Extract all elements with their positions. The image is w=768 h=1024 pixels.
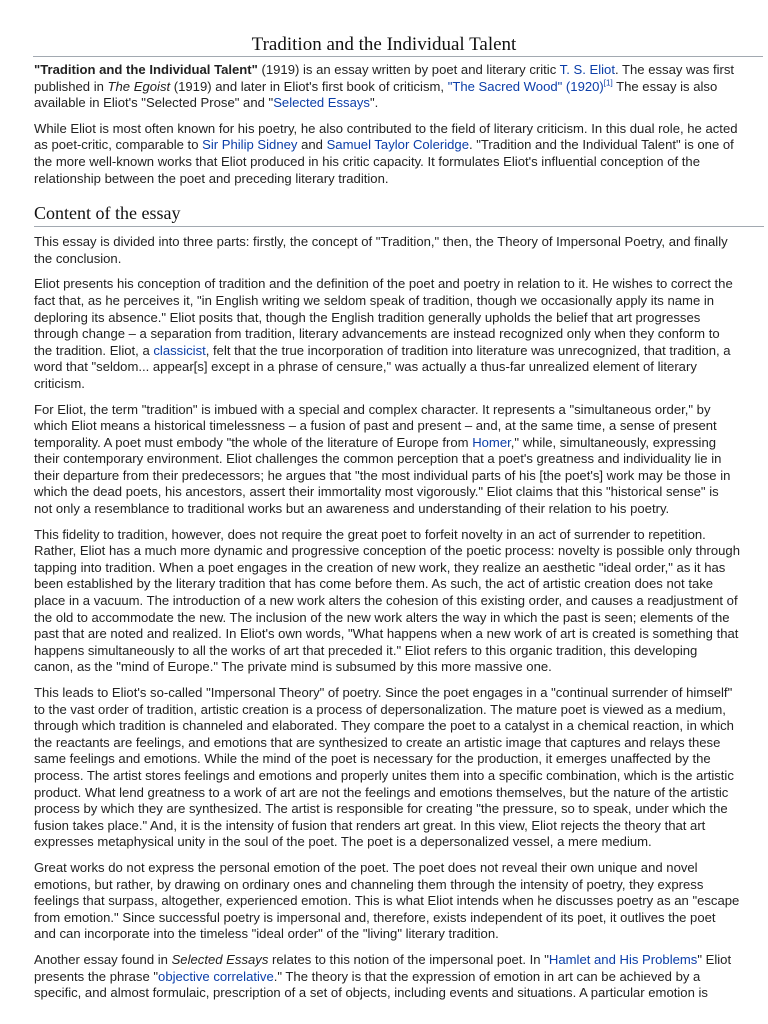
section-paragraph-2: Eliot presents his conception of tradition and the definition of the poet and poetry in relation to it. He wishes to correct the fact that, as he perceives it, "in English writing we seldom speak of tradition, though we occasionally apply its name in deploring its absence." Eliot posits that, though the English tradition generally upholds the belief that art progresses through change – a separation from tradition, literary advancements are instead recognized only when they conform to the tradition. Eliot, a classicist, felt that the true incorporation of tradition into literature was unrecognized, that tradition, a word that "seldom... appear[s] except in a phrase of censure," was actually a thus-far unrealized element of literary criticism. [34,276,733,391]
section-paragraph-4: This fidelity to tradition, however, does not require the great poet to forfeit novelty in an act of surrender to repetition. Rather, Eliot has a much more dynamic and progressive conception of the poetic process: novelty is possible only through tapping into tradition. When a poet engages in the creation of new work, they realize an aesthetic "ideal order," as it has been established by the literary tradition that has come before them. As such, the act of artistic creation does not take place in a vacuum. The introduction of a new work alters the cohesion of this existing order, and causes a readjustment of the old to accommodate the new. The inclusion of the new work alters the way in which the past is seen; elements of the past that are noted and realized. In Eliot's own words, "What happens when a new work of art is created is something that happens simultaneously to all the works of art that preceded it." Eliot refers to this organic tradition, this developing canon, as the "mind of Europe." The private mind is subsumed by this more massive one. [34,526,740,675]
section-paragraph-5: This leads to Eliot's so-called "Impersonal Theory" of poetry. Since the poet engages in a "continual surrender of himself" to the vast order of tradition, artistic creation is a process of depersonalization. The mature poet is viewed as a medium, through which tradition is channeled and elaborated. They compare the poet to a catalyst in a chemical reaction, in which the reactants are feelings, and emotions that are synthesized to create an artistic image that captures and relays these same feelings and emotions. While the mind of the poet is necessary for the production, it emerges unaffected by the process. The artist stores feelings and emotions and properly unites them into a specific combination, which is the artistic product. What lend greatness to a work of art are not the feelings and emotions themselves, but the nature of the artistic process by which they are synthesized. The artist is responsible for creating "the pressure, so to speak, under which the fusion takes place." And, it is the intensity of fusion that renders art great. In this view, Eliot rejects the theory that art expresses metaphysical unity in the soul of the poet. The poet is a depersonalized vessel, a mere medium. [34,685,734,850]
link-objective-correlative[interactable]: objective correlative [158,968,274,984]
intro-paragraph-1: "Tradition and the Individual Talent" (1919) is an essay written by poet and literary critic T. S. Eliot. The essay was first published in The Egoist (1919) and later in Eliot's first book of criticism, "The Sacred Wood" (1920)[1] The essay is also available in Eliot's "Selected Prose" and "Selected Essays". [34,62,735,111]
article-body [34,62,740,1011]
italic-the-egoist: The Egoist [107,78,171,94]
link-philip-sidney[interactable]: Sir Philip Sidney [202,137,298,153]
section-paragraph-6: Great works do not express the personal emotion of the poet. The poet does not reveal their own unique and novel emotions, but rather, by drawing on ordinary ones and channeling them through the intensity of poetry, they express feelings that surpass, altogether, experienced emotion. This is what Eliot intends when he discusses poetry as an "escape from emotion." Since successful poetry is impersonal and, therefore, exists independent of its poet, it outlives the poet and can incorporate into the timeless "ideal order" of the "living" literary tradition. [34,859,740,942]
link-hamlet-problems[interactable]: Hamlet and His Problems [548,951,698,967]
title-divider [33,56,763,57]
link-ts-eliot[interactable]: T. S. Eliot [559,62,615,77]
page-title: Tradition and the Individual Talent [251,34,517,55]
intro-paragraph-2: While Eliot is most often known for his poetry, he also contributed to the field of literary criticism. In this dual role, he acted as poet-critic, comparable to Sir Philip Sidney and Samuel Taylor Coleridge. "Tradition and the Individual Talent" is one of the more well-known works that Eliot produced in his critic capacity. It formulates Eliot's influential conception of the relationship between the poet and preceding literary tradition. [34,120,738,186]
link-selected-essays[interactable]: Selected Essays [273,95,370,111]
section-paragraph-1: This essay is divided into three parts: firstly, the concept of "Tradition," then, the Theory of Impersonal Poetry, and finally the conclusion. [34,234,728,266]
section-paragraph-7: Another essay found in Selected Essays relates to this notion of the impersonal poet. In "Hamlet and His Problems" Eliot presents the phrase "objective correlative." The theory is that the expression of emotion in art can be achieved by a specific, and almost formulaic, prescription of a set of objects, including events and situations. A particular emotion is [34,951,732,1001]
section-heading-content: Content of the essay [34,203,764,227]
section-paragraph-3: For Eliot, the term "tradition" is imbued with a special and complex character. It represents a "simultaneous order," by which Eliot means a historical timelessness – a fusion of past and present – and, at the same time, a sense of present temporality. A poet must embody "the whole of the literature of Europe from Homer," while, simultaneously, expressing their contemporary environment. Eliot challenges the common perception that a poet's greatness and individuality lie in their departure from their predecessors; he argues that "the most individual parts of his [the poet's] work may be those in which the dead poets, his ancestors, assert their immortality most vigorously." Eliot claims that this "historical sense" is not only a resemblance to traditional works but an awareness and understanding of their relation to his poetry. [34,401,731,517]
italic-selected-essays: Selected Essays [171,951,269,967]
bold-title-term: "Tradition and the Individual Talent" [34,62,258,77]
reference-1[interactable]: [1] [603,78,613,88]
link-classicist[interactable]: classicist [153,342,206,358]
link-sacred-wood[interactable]: "The Sacred Wood" (1920) [447,78,604,94]
link-coleridge[interactable]: Samuel Taylor Coleridge [326,137,469,153]
link-homer[interactable]: Homer [472,434,511,450]
